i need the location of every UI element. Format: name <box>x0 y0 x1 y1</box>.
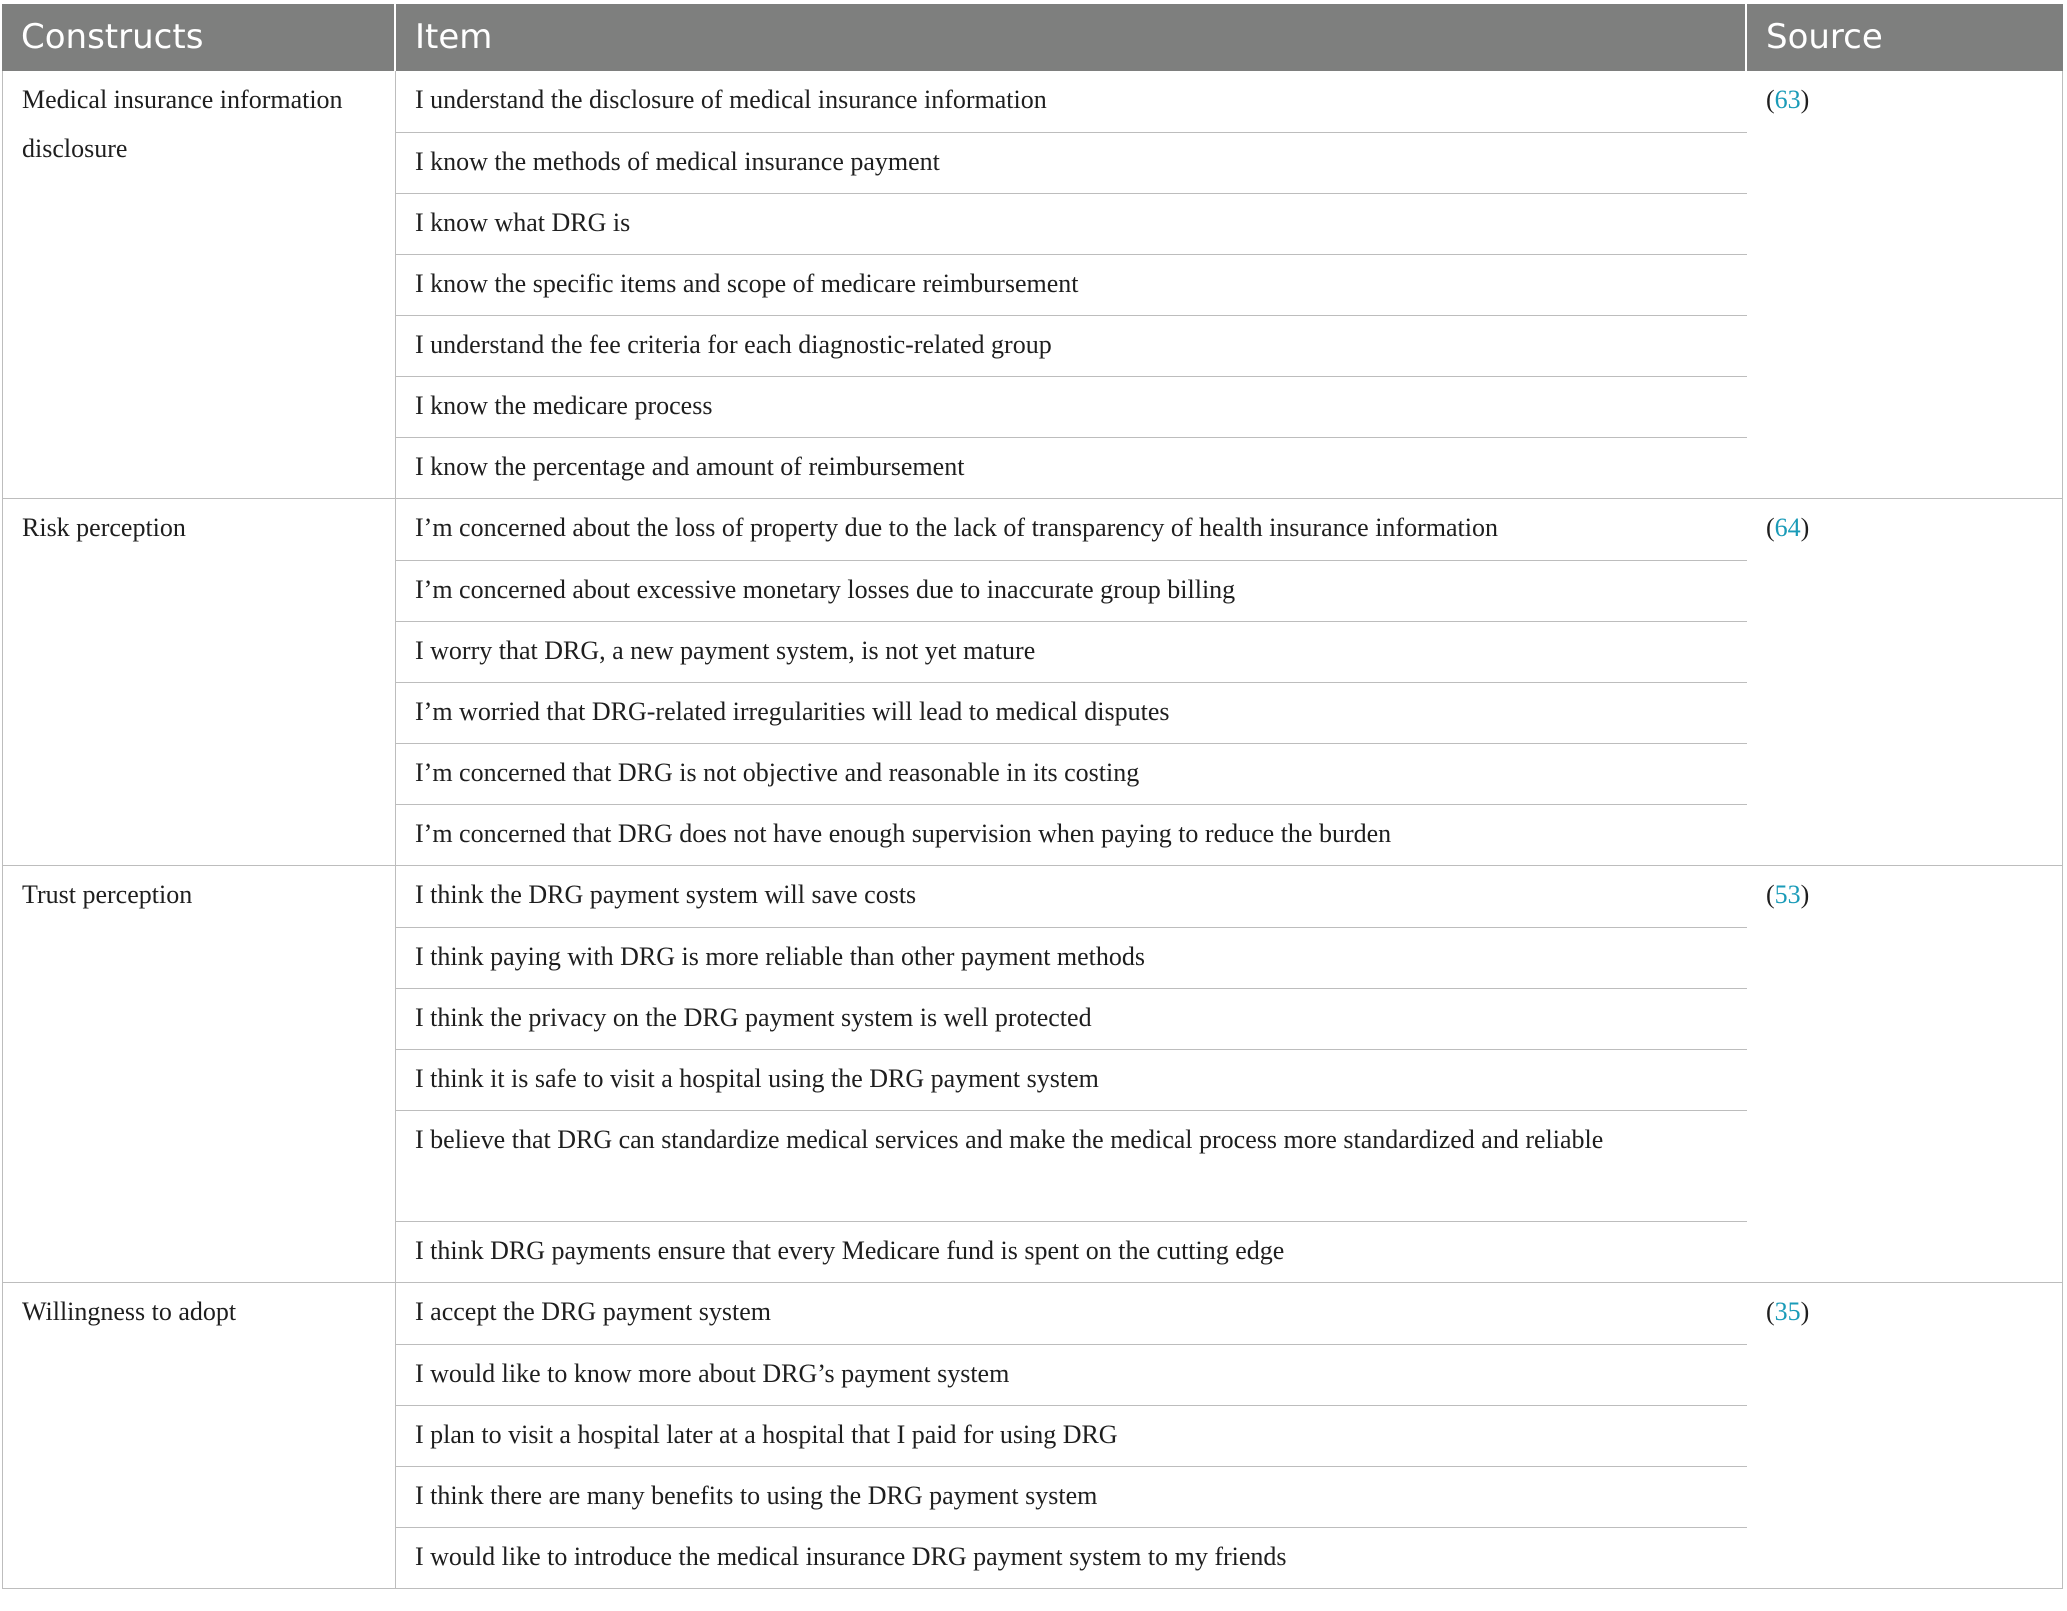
item-row: I think there are many benefits to using the DRG payment system <box>396 1466 1747 1527</box>
item-row: I would like to know more about DRG’s payment system <box>396 1344 1747 1405</box>
item-row: I plan to visit a hospital later at a hospital that I paid for using DRG <box>396 1405 1747 1466</box>
item-row: I would like to introduce the medical insurance DRG payment system to my friends <box>396 1527 1747 1588</box>
item-row: I think the privacy on the DRG payment system is well protected <box>396 988 1747 1049</box>
item-row: I’m concerned about the loss of property due to the lack of transparency of health insurance information <box>415 513 1498 542</box>
reference-link[interactable]: 63 <box>1774 85 1801 114</box>
item-list <box>396 499 1747 865</box>
source-cell: (64) <box>1747 499 2063 865</box>
source-cell: (53) <box>1747 866 2063 1282</box>
item-row: I’m worried that DRG-related irregularities will lead to medical disputes <box>396 682 1747 743</box>
item-row: I know the specific items and scope of medicare reimbursement <box>396 254 1747 315</box>
construct-name: Willingness to adopt <box>2 1283 396 1588</box>
reference-link[interactable]: 64 <box>1774 513 1801 542</box>
item-row: I know the percentage and amount of reimbursement <box>396 437 1747 498</box>
item-row: I’m concerned about excessive monetary losses due to inaccurate group billing <box>396 560 1747 621</box>
item-row: I’m concerned that DRG is not objective and reasonable in its costing <box>396 743 1747 804</box>
header-constructs: Constructs <box>2 4 396 71</box>
item-row: I believe that DRG can standardize medical services and make the medical process more standardized and reliable <box>396 1110 1747 1221</box>
construct-group <box>2 498 2063 865</box>
header-item: Item <box>396 4 1747 71</box>
table-header <box>2 4 2063 71</box>
item-row: I think paying with DRG is more reliable than other payment methods <box>396 927 1747 988</box>
construct-group <box>2 1282 2063 1589</box>
construct-name: Trust perception <box>2 866 396 1282</box>
item-list <box>396 1283 1747 1588</box>
item-row: I accept the DRG payment system <box>415 1297 771 1326</box>
item-row: I understand the fee criteria for each diagnostic-related group <box>396 315 1747 376</box>
item-row: I worry that DRG, a new payment system, is not yet mature <box>396 621 1747 682</box>
item-row: I think DRG payments ensure that every Medicare fund is spent on the cutting edge <box>396 1221 1747 1282</box>
item-row: I understand the disclosure of medical insurance information <box>415 85 1047 114</box>
item-row: I know the methods of medical insurance payment <box>396 132 1747 193</box>
item-row: I know what DRG is <box>396 193 1747 254</box>
header-source: Source <box>1766 17 1883 57</box>
source-cell: (63) <box>1747 71 2063 498</box>
construct-group <box>2 71 2063 498</box>
item-row: I know the medicare process <box>396 376 1747 437</box>
construct-group <box>2 865 2063 1282</box>
reference-link[interactable]: 35 <box>1774 1297 1801 1326</box>
table-body <box>2 71 2063 1596</box>
source-cell: (35) <box>1747 1283 2063 1588</box>
reference-link[interactable]: 53 <box>1774 880 1801 909</box>
item-row: I think the DRG payment system will save costs <box>415 880 917 909</box>
item-row: I’m concerned that DRG does not have enough supervision when paying to reduce the burden <box>396 804 1747 865</box>
construct-name: Medical insurance information disclosure <box>2 71 396 498</box>
item-row: I think it is safe to visit a hospital using the DRG payment system <box>396 1049 1747 1110</box>
constructs-table <box>2 4 2063 1596</box>
construct-name: Risk perception <box>2 499 396 865</box>
item-list <box>396 71 1747 498</box>
item-list <box>396 866 1747 1282</box>
